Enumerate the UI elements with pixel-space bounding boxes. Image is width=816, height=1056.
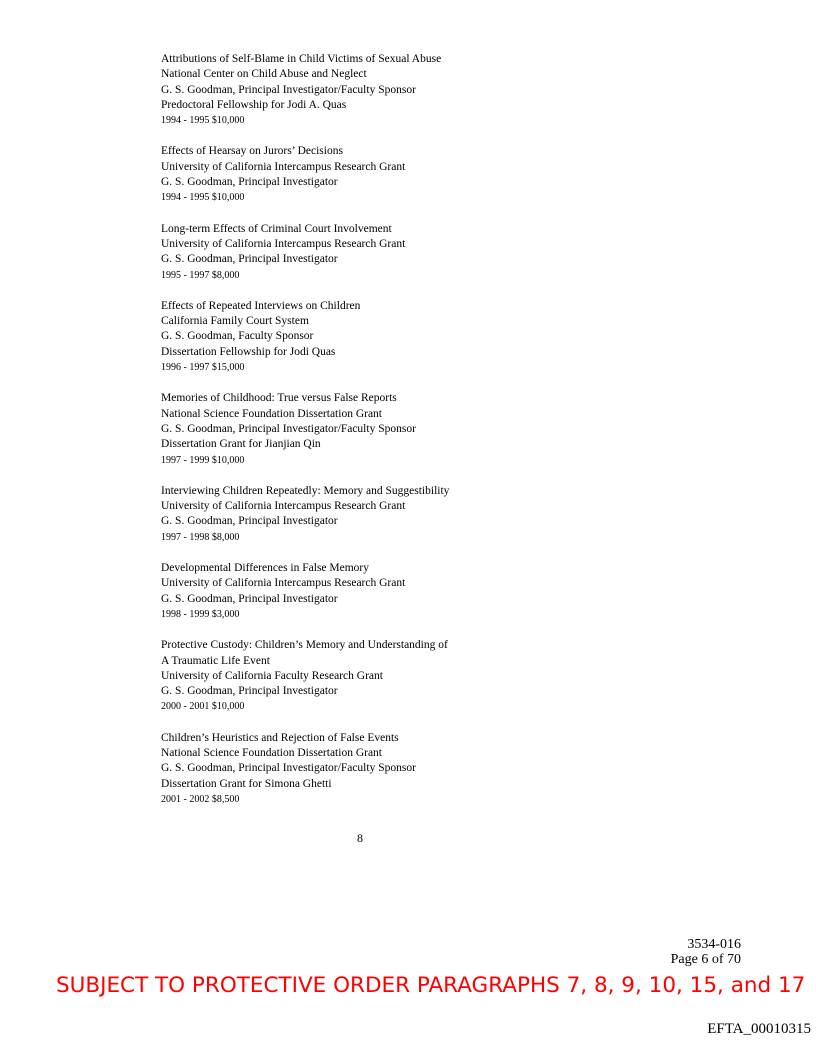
grant-period: 1995 - 1997 $8,000	[161, 269, 240, 281]
grant-title: Developmental Differences in False Memory	[161, 562, 369, 575]
grant-entry	[161, 52, 581, 128]
grant-role: G. S. Goodman, Principal Investigator	[161, 592, 338, 605]
grant-note: Dissertation Grant for Simona Ghetti	[161, 777, 332, 790]
grant-period: 2001 - 2002 $8,500	[161, 793, 240, 805]
grant-period: 1997 - 1999 $10,000	[161, 454, 245, 466]
grant-title: Memories of Childhood: True versus False Reports	[161, 392, 397, 405]
document-reference	[671, 937, 741, 967]
grant-role: G. S. Goodman, Principal Investigator/Faculty Sponsor	[161, 83, 416, 96]
grant-funder: National Science Foundation Dissertation Grant	[161, 407, 383, 420]
grant-role: G. S. Goodman, Principal Investigator	[161, 253, 338, 266]
grants-list	[161, 52, 581, 823]
grant-role: G. S. Goodman, Principal Investigator	[161, 685, 338, 698]
grant-role: G. S. Goodman, Principal Investigator	[161, 176, 338, 189]
grant-period: 1994 - 1995 $10,000	[161, 115, 245, 127]
grant-period: 1997 - 1998 $8,000	[161, 531, 240, 543]
grant-title: Effects of Hearsay on Jurors’ Decisions	[161, 145, 343, 158]
protective-order-stamp: SUBJECT TO PROTECTIVE ORDER PARAGRAPHS 7, 8, 9, 10, 15, and 17	[56, 973, 806, 998]
grant-period: 2000 - 2001 $10,000	[161, 701, 245, 713]
grant-entry	[161, 222, 581, 283]
grant-funder: University of California Intercampus Research Grant	[161, 500, 406, 513]
grant-role: G. S. Goodman, Principal Investigator/Faculty Sponsor	[161, 762, 416, 775]
grant-note: Dissertation Fellowship for Jodi Quas	[161, 345, 336, 358]
grant-note: Dissertation Grant for Jianjian Qin	[161, 438, 321, 451]
document-code: 3534-016	[687, 937, 741, 952]
grant-entry	[161, 638, 581, 714]
grant-period: 1994 - 1995 $10,000	[161, 192, 245, 204]
grant-funder: California Family Court System	[161, 315, 309, 328]
grant-entry	[161, 561, 581, 622]
page-count: Page 6 of 70	[670, 952, 741, 967]
grant-entry	[161, 731, 581, 807]
grant-entry	[161, 144, 581, 205]
grant-entry	[161, 484, 581, 545]
grant-title-continued: A Traumatic Life Event	[161, 654, 270, 667]
grant-role: G. S. Goodman, Principal Investigator	[161, 515, 338, 528]
grant-title: Interviewing Children Repeatedly: Memory and Suggestibility	[161, 484, 450, 497]
grant-title: Children’s Heuristics and Rejection of False Events	[161, 731, 399, 744]
grant-funder: University of California Intercampus Research Grant	[161, 160, 406, 173]
grant-title: Long-term Effects of Criminal Court Involvement	[161, 222, 392, 235]
grant-title: Attributions of Self-Blame in Child Victims of Sexual Abuse	[161, 53, 442, 65]
grant-entry	[161, 391, 581, 467]
grant-funder: University of California Faculty Research Grant	[161, 669, 383, 682]
page-number: 8	[357, 831, 363, 845]
grant-title: Effects of Repeated Interviews on Children	[161, 299, 361, 312]
grant-funder: University of California Intercampus Research Grant	[161, 577, 406, 590]
bates-number: EFTA_00010315	[707, 1021, 811, 1037]
grant-funder: National Center on Child Abuse and Neglect	[161, 68, 367, 81]
grant-period: 1996 - 1997 $15,000	[161, 362, 245, 374]
grant-role: G. S. Goodman, Faculty Sponsor	[161, 330, 314, 343]
grant-role: G. S. Goodman, Principal Investigator/Faculty Sponsor	[161, 422, 416, 435]
grant-entry	[161, 299, 581, 375]
grant-funder: National Science Foundation Dissertation Grant	[161, 746, 383, 759]
grant-period: 1998 - 1999 $3,000	[161, 608, 240, 620]
grant-funder: University of California Intercampus Research Grant	[161, 237, 406, 250]
grant-title: Protective Custody: Children’s Memory and Understanding of	[161, 639, 448, 652]
grant-note: Predoctoral Fellowship for Jodi A. Quas	[161, 98, 347, 111]
